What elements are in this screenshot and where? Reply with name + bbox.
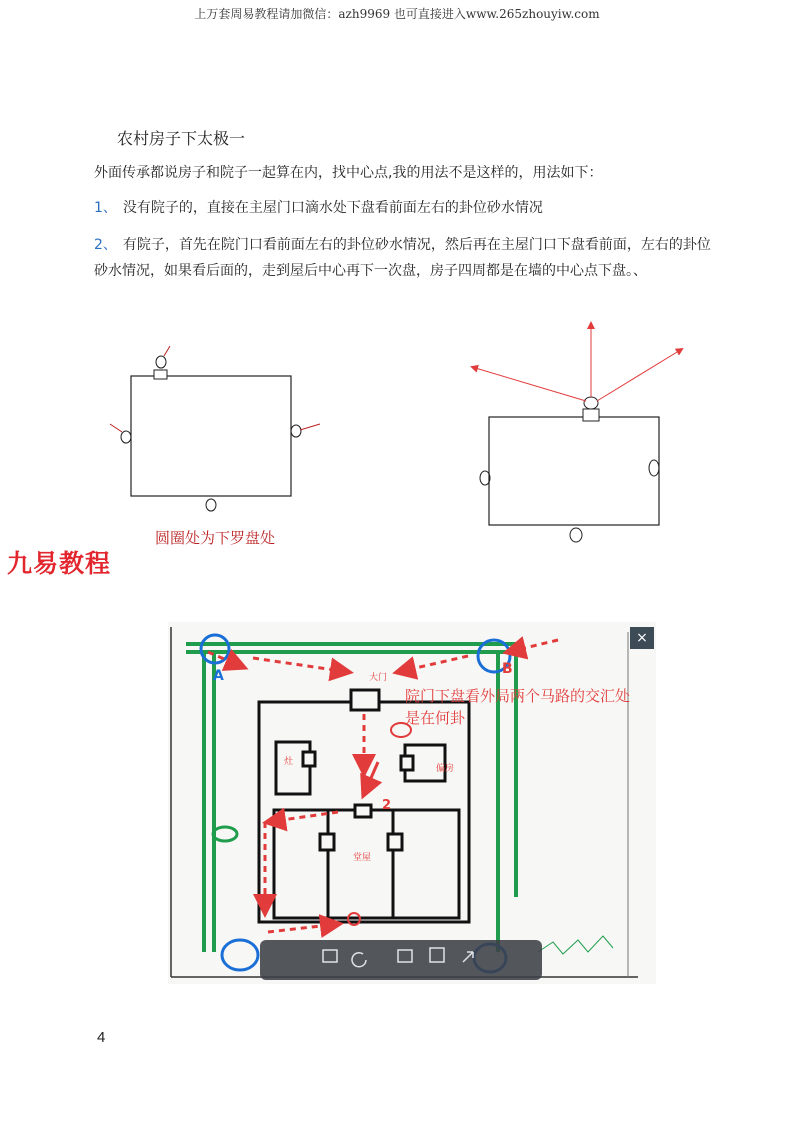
page-title: 农村房子下太极一: [117, 129, 246, 148]
diagram-house-arrows: [460, 315, 700, 545]
list-item-number: 2、: [94, 237, 117, 253]
header-note: 上万套周易教程请加微信：azh9969 也可直接进入www.265zhouyiw.com: [194, 7, 600, 21]
screenshot-annotation: 院门下盘看外局两个马路的交汇处是在何卦: [405, 687, 631, 727]
room-gate-label: 大门: [369, 673, 388, 683]
list-item-text: 有院子，首先在院门口看前面左右的卦位砂水情况，然后再在主屋门口下盘看前面，左右的卦位砂水情况，如果看后面的，走到屋后中心再下一次盘，房子四周都是在墙的中心点下盘。、: [94, 237, 711, 279]
diagram-caption: 圆圈处为下罗盘处: [155, 529, 276, 547]
courtyard-plan-screenshot: [168, 622, 656, 984]
label-b: B: [502, 661, 513, 677]
close-icon[interactable]: ×: [630, 627, 654, 649]
diagram-house-no-yard: [100, 340, 340, 530]
label-a: A: [213, 668, 224, 684]
room-stove-label: 灶: [284, 757, 294, 767]
room-storage-label: 偏房: [436, 764, 455, 774]
intro-paragraph: 外面传承都说房子和院子一起算在内，找中心点,我的用法不是这样的，用法如下：: [94, 165, 603, 181]
room-main-label: 堂屋: [353, 853, 372, 863]
list-item-number: 1、: [94, 200, 117, 216]
page-number: 4: [97, 1029, 106, 1046]
list-item-text: 没有院子的，直接在主屋门口滴水处下盘看前面左右的卦位砂水情况: [122, 200, 543, 216]
watermark-logo: 九易教程: [7, 549, 112, 578]
list-item: [94, 195, 714, 221]
label-2: 2: [382, 798, 392, 813]
list-item: [94, 232, 714, 284]
